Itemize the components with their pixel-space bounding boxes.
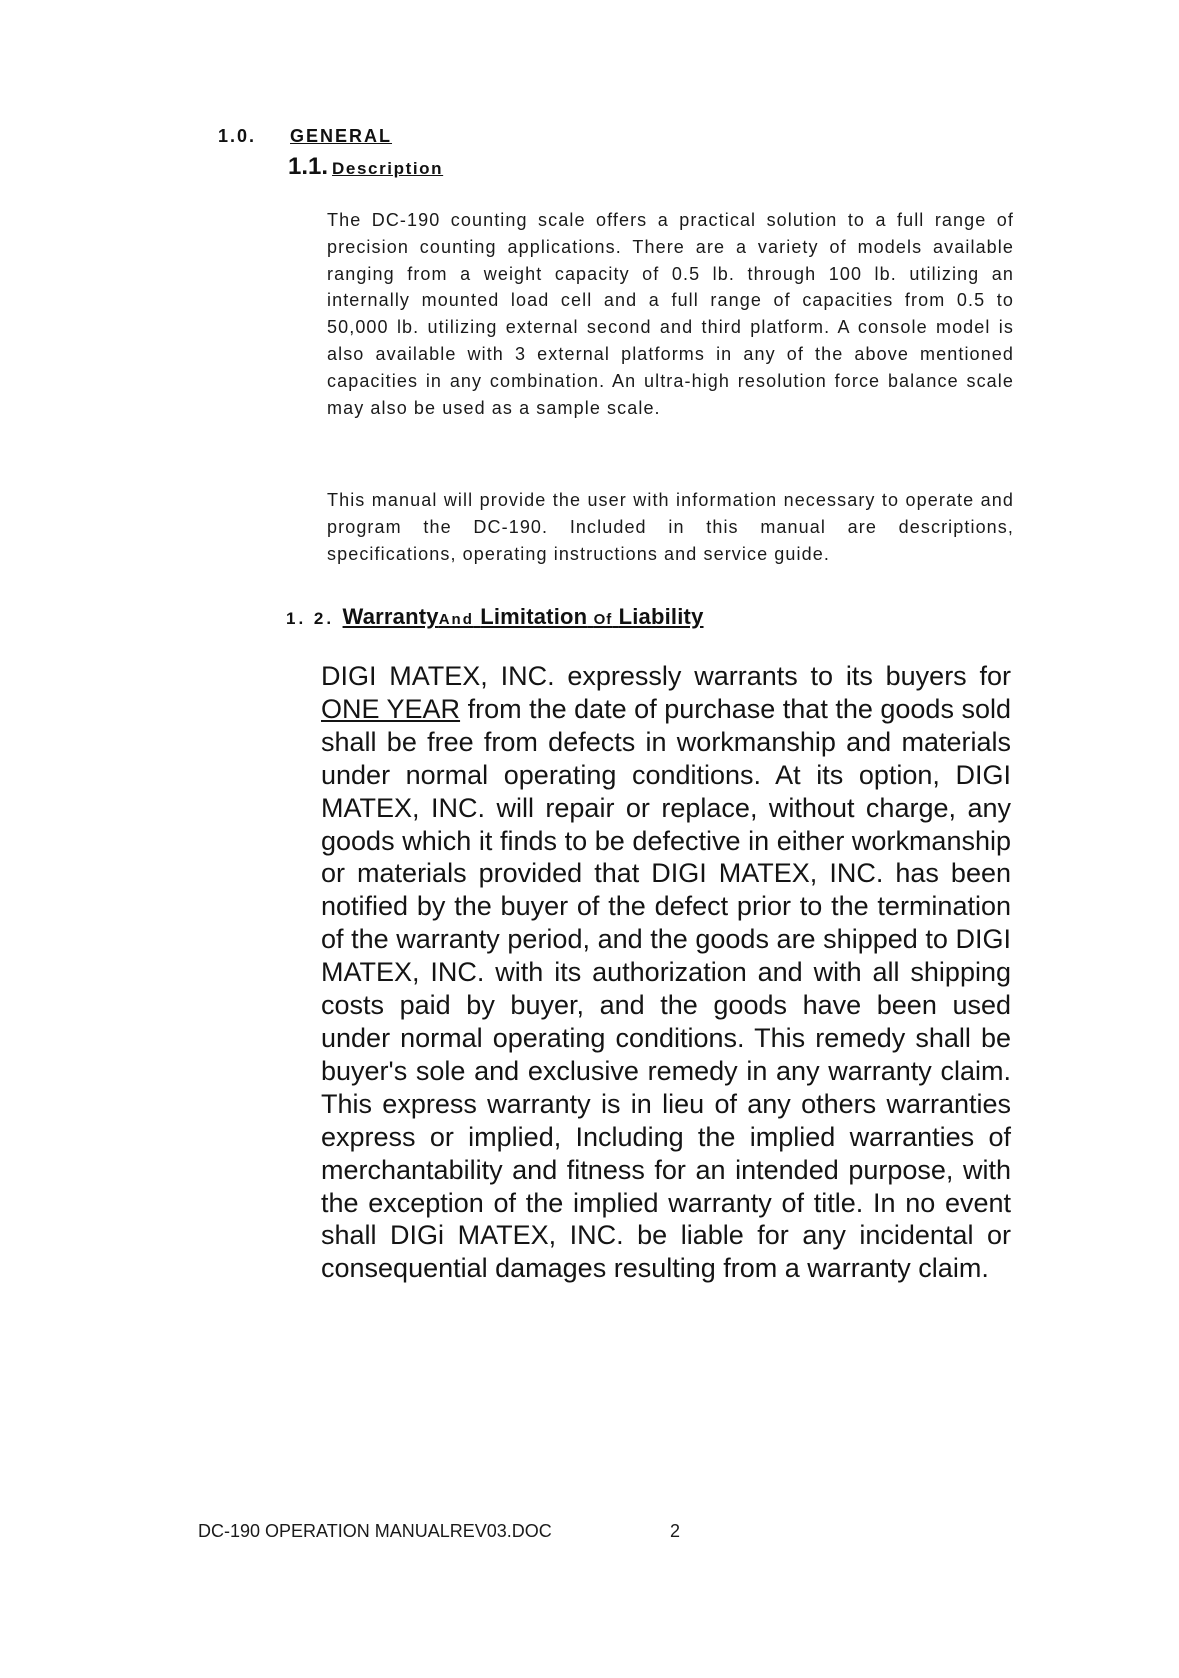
footer-document-name: DC-190 OPERATION MANUALREV03.DOC (198, 1521, 552, 1541)
section-description-number: 1.1. (288, 153, 329, 180)
warranty-title-word-4: Of (593, 611, 613, 628)
section-warranty-title (343, 604, 704, 629)
warranty-title-word-5: Liability (618, 604, 704, 629)
section-general-heading (218, 126, 392, 147)
warranty-title-word-2: And (438, 611, 474, 628)
section-description-title: Description (332, 159, 444, 178)
warranty-title-word-3: Limitation (480, 604, 588, 629)
section-general-title: GENERAL (290, 126, 393, 146)
description-paragraph-2: This manual will provide the user with information necessary to operate and program the DC-190. Included in this manual are descriptions, specifications, operating instructions and service guide. (327, 490, 1014, 564)
warranty-paragraph (321, 660, 1011, 1285)
section-description-heading (288, 153, 443, 181)
section-general-number: 1.0. (218, 126, 257, 146)
section-warranty-number: 1. 2. (286, 609, 335, 628)
warranty-text-body: from the date of purchase that the goods sold shall be free from defects in workmanship and materials under normal operating conditions. At its option, DIGI MATEX, INC. will repair or replace, without charge, any goods which it finds to be defective in either workmanship or materials provided that DIGI MATEX, INC. has been notified by the buyer of the defect prior to the termination of the warranty period, and the goods are shipped to DIGI MATEX, INC. with its authorization and with all shipping costs paid by buyer, and the goods have been used under normal operating conditions. This remedy shall be buyer's sole and exclusive remedy in any warranty claim. This express warranty is in lieu of any others warranties express or implied, Including the implied warranties of merchantability and fitness for an intended purpose, with the exception of the implied warranty of title. In no event shall DIGi MATEX, INC. be liable for any incidental or consequential damages resulting from a warranty claim. (321, 693, 1011, 1284)
warranty-title-word-1: Warranty (342, 604, 439, 629)
warranty-text-intro: DIGI MATEX, INC. expressly warrants to its buyers for (321, 661, 1011, 691)
warranty-term: ONE YEAR (321, 693, 461, 724)
footer-page-number: 2 (670, 1521, 681, 1541)
description-paragraph-1: The DC-190 counting scale offers a practical solution to a full range of precision counting applications. There are a variety of models available ranging from a weight capacity of 0.5 lb. through 100 lb. utilizing an internally mounted load cell and a full range of capacities from 0.5 to 50,000 lb. utilizing external second and third platform. A console model is also available with 3 external platforms in any of the above mentioned capacities in any combination. An ultra-high resolution force balance scale may also be used as a sample scale. (327, 210, 1014, 418)
section-warranty-heading (286, 604, 704, 630)
